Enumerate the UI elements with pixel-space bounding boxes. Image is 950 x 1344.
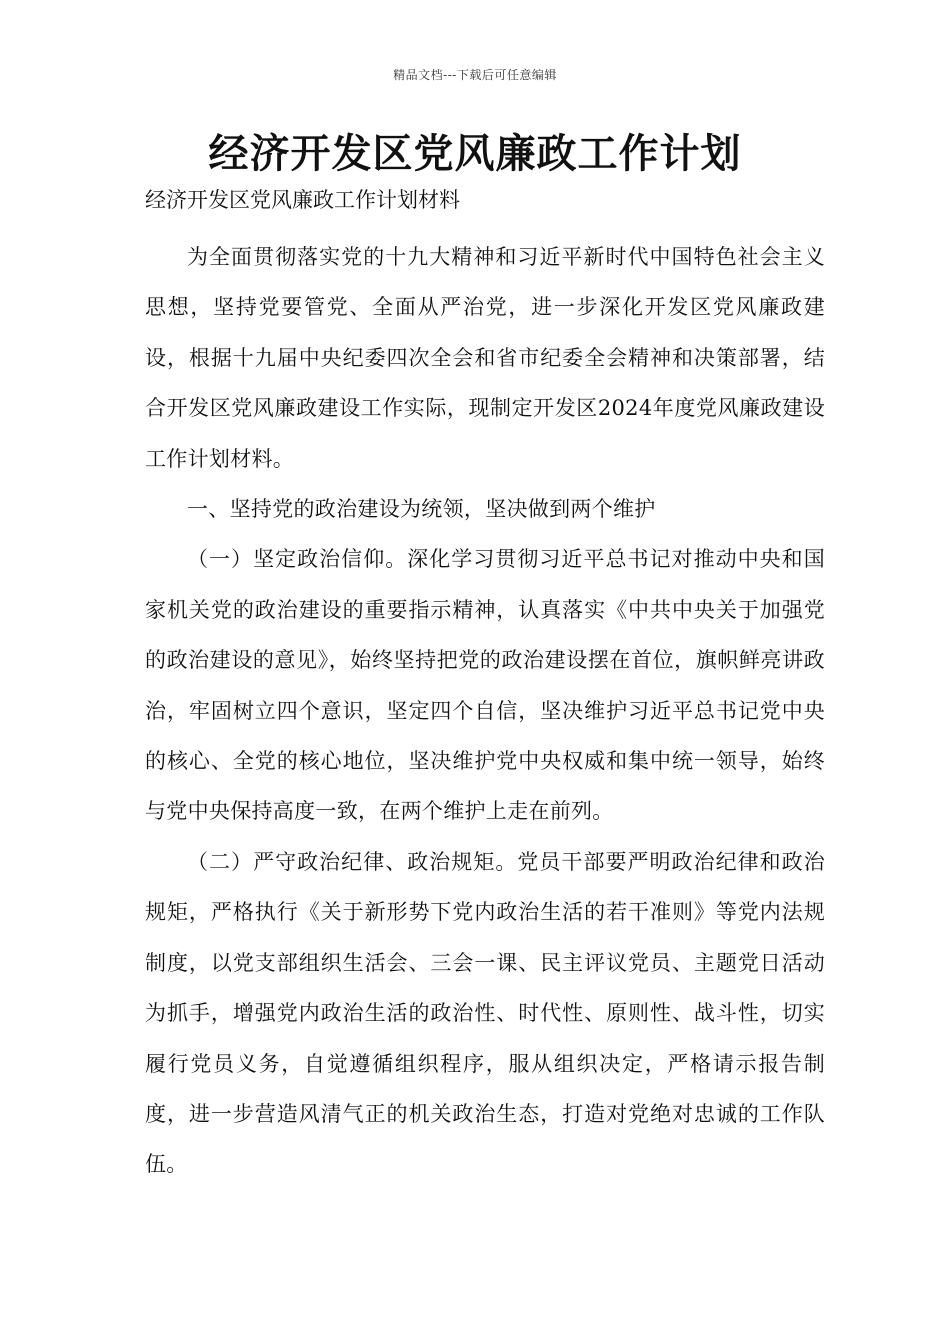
paragraph-intro: 为全面贯彻落实党的十九大精神和习近平新时代中国特色社会主义思想，坚持党要管党、全面从严治党，进一步深化开发区党风廉政建设，根据十九届中央纪委四次全会和省市纪委全会精神和决策部署，结合开发区党风廉政建设工作实际，现制定开发区2024年度党风廉政建设工作计划材料。 [145,245,825,471]
section-heading-1: 一、坚持党的政治建设为统领，坚决做到两个维护 [187,497,656,522]
document-subtitle: 经济开发区党风廉政工作计划材料 [145,188,460,212]
header-note: 精品文档---下载后可任意编辑 [393,68,557,82]
document-body [145,232,825,1190]
paragraph-section-1-1: （一）坚定政治信仰。深化学习贯彻习近平总书记对推动中央和国家机关党的政治建设的重要指示精神，认真落实《中共中央关于加强党的政治建设的意见》，始终坚持把党的政治建设摆在首位，旗帜鲜亮讲政治，牢固树立四个意识，坚定四个自信，坚决维护习近平总书记党中央的核心、全党的核心地位，坚决维护党中央权威和集中统一领导，始终与党中央保持高度一致，在两个维护上走在前列。 [145,547,825,824]
paragraph-section-1-2: （二）严守政治纪律、政治规矩。党员干部要严明政治纪律和政治规矩，严格执行《关于新形势下党内政治生活的若干准则》等党内法规制度，以党支部组织生活会、三会一课、民主评议党员、主题党日活动为抓手，增强党内政治生活的政治性、时代性、原则性、战斗性，切实履行党员义务，自觉遵循组织程序，服从组织决定，严格请示报告制度，进一步营造风清气正的机关政治生态，打造对党绝对忠诚的工作队伍。 [145,849,825,1177]
document-title: 经济开发区党风廉政工作计划 [208,131,742,177]
